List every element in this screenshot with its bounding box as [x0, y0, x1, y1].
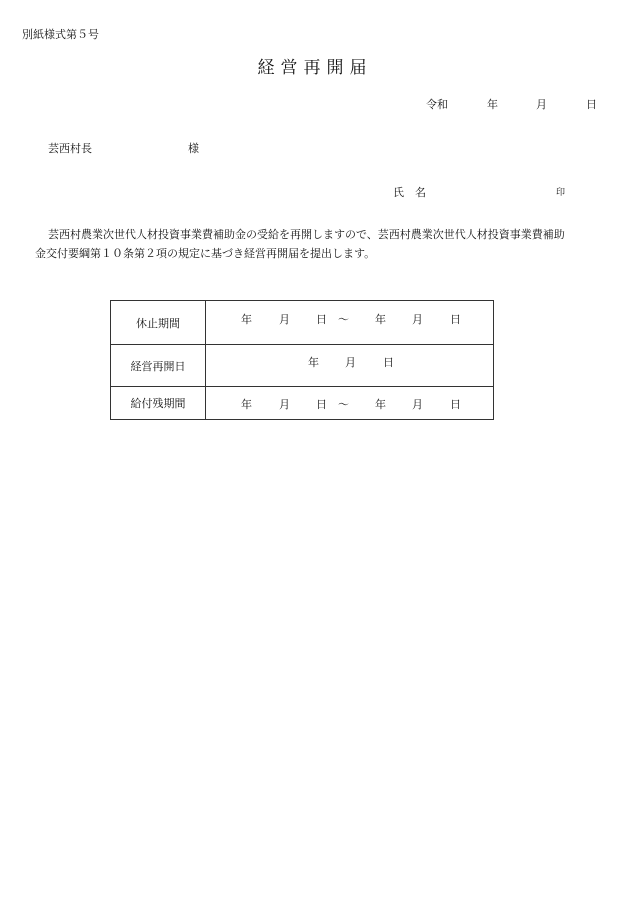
resumption-year: 年 — [308, 356, 319, 369]
date-day: 日 — [586, 98, 597, 111]
date-month: 月 — [536, 98, 547, 111]
resumption-date-label: 経営再開日 — [111, 345, 206, 387]
remaining-end-year: 年 — [375, 398, 386, 411]
suspension-period-label: 休止期間 — [111, 301, 206, 345]
body-text — [35, 225, 605, 263]
body-line-1: 芸西村農業次世代人材投資事業費補助金の受給を再開しますので、芸西村農業次世代人材投資事業費補助 — [48, 228, 565, 241]
remaining-period-value — [206, 387, 494, 420]
body-line-2: 金交付要綱第１０条第２項の規定に基づき経営再開届を提出します。 — [35, 247, 376, 260]
date-era: 令和 — [426, 98, 448, 111]
remaining-start-year: 年 — [241, 398, 252, 411]
suspension-end-day: 日 — [450, 313, 461, 326]
remaining-start-day: 日 — [316, 398, 327, 411]
applicant-name-label: 氏 名 — [393, 186, 426, 199]
table-row-remaining — [111, 387, 494, 420]
period-table — [110, 300, 494, 420]
remaining-period-label: 給付残期間 — [111, 387, 206, 420]
seal-mark: 印 — [556, 188, 566, 198]
suspension-tilde: ～ — [338, 313, 349, 326]
suspension-end-year: 年 — [375, 313, 386, 326]
suspension-start-day: 日 — [316, 313, 327, 326]
remaining-end-month: 月 — [412, 398, 423, 411]
addressee-honorific: 様 — [188, 142, 199, 155]
suspension-start-year: 年 — [241, 313, 252, 326]
remaining-start-month: 月 — [279, 398, 290, 411]
addressee-name: 芸西村長 — [48, 142, 92, 155]
remaining-tilde: ～ — [338, 398, 349, 411]
resumption-day: 日 — [383, 356, 394, 369]
table-row-resumption — [111, 345, 494, 387]
remaining-end-day: 日 — [450, 398, 461, 411]
suspension-end-month: 月 — [412, 313, 423, 326]
resumption-month: 月 — [345, 356, 356, 369]
suspension-period-value — [206, 301, 494, 345]
form-number: 別紙様式第５号 — [22, 28, 99, 41]
table-row-suspension — [111, 301, 494, 345]
resumption-date-value — [206, 345, 494, 387]
document-title: 経営再開届 — [257, 58, 373, 78]
suspension-start-month: 月 — [279, 313, 290, 326]
date-year: 年 — [487, 98, 498, 111]
